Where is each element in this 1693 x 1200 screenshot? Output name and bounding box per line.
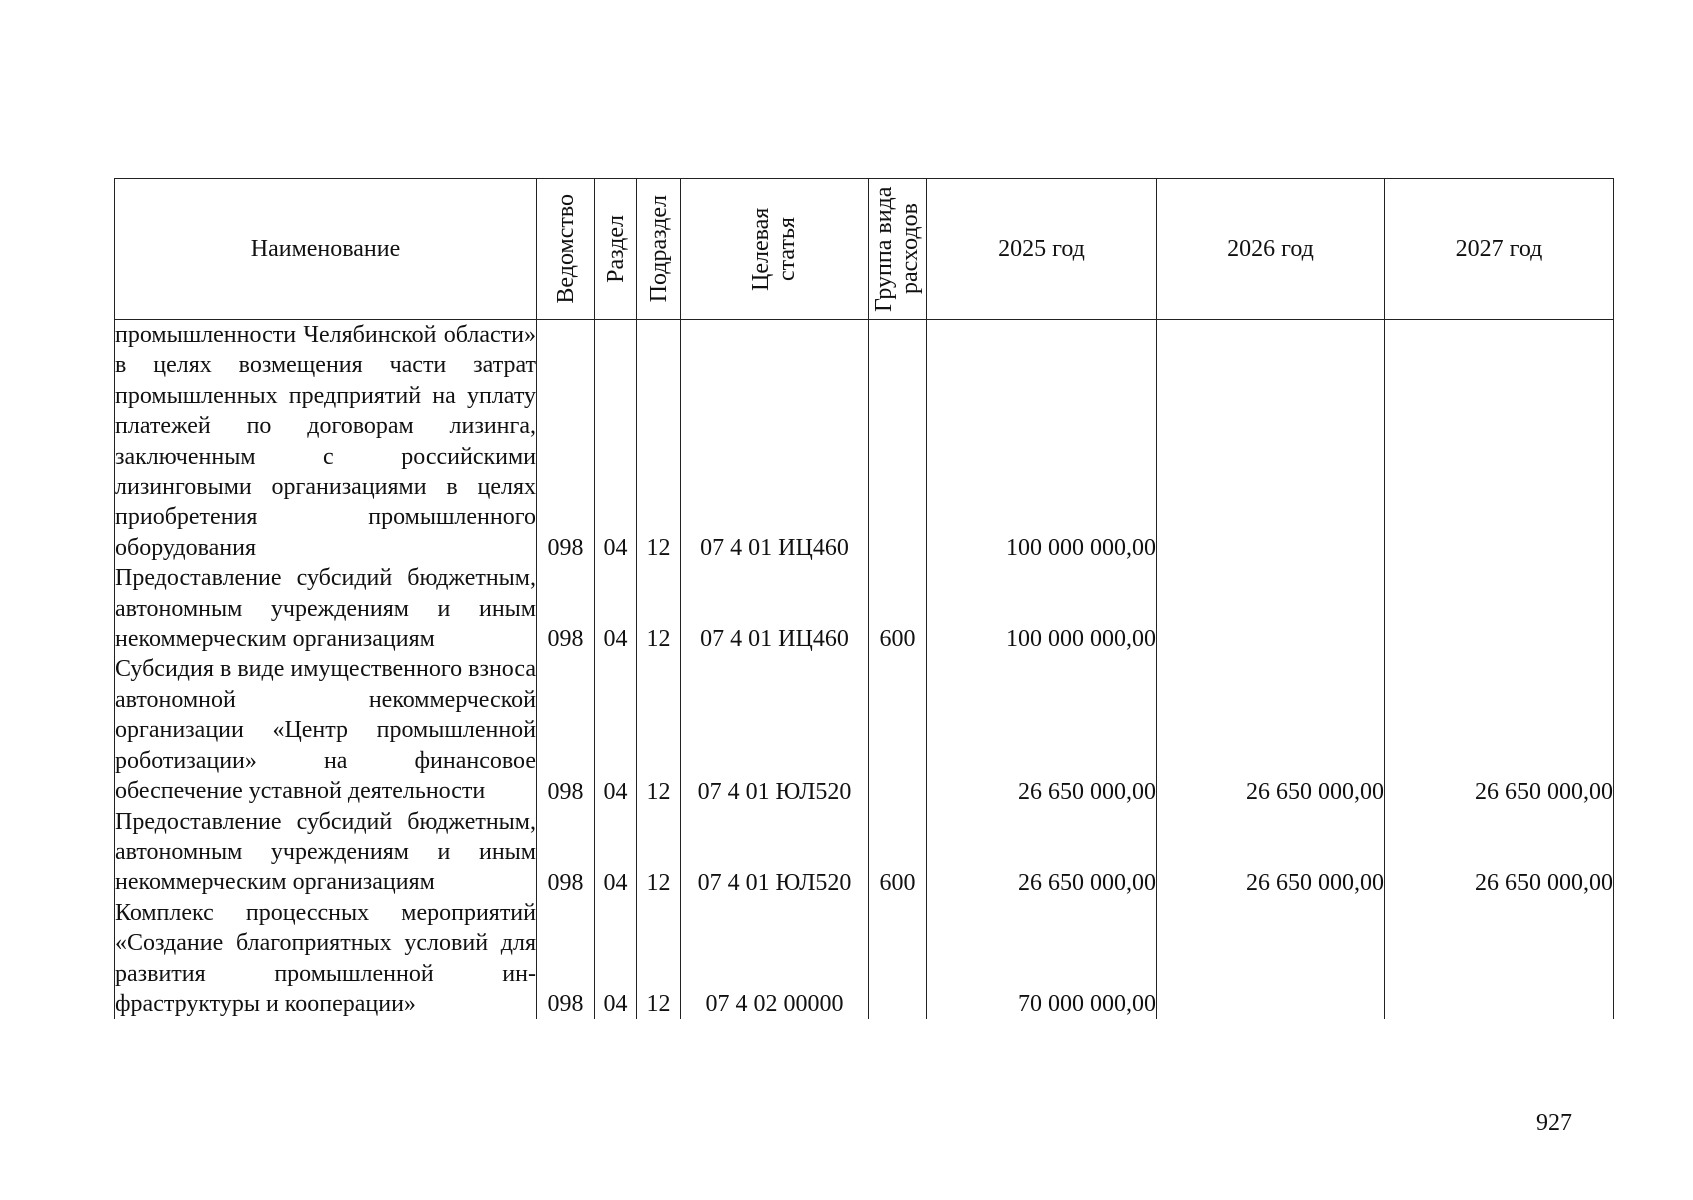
- row-subsection: 12: [637, 654, 681, 806]
- row-amount-2027: [1385, 320, 1614, 564]
- row-section: 04: [595, 898, 637, 1020]
- row-name: промышленности Челябинской области» в целях возмещения части затрат промышленных предприятий на уплату платежей по договорам лизинга, заключенным с российскими лизинговыми организациями в целях приобретения промышленного оборудования: [115, 320, 537, 564]
- row-expense-group: [869, 320, 927, 564]
- header-name: Наименование: [115, 179, 537, 320]
- row-department: 098: [537, 807, 595, 898]
- row-target-article: 07 4 01 ИЦ460: [681, 563, 869, 654]
- row-amount-2026: [1157, 563, 1385, 654]
- header-expense-group: Группа вида расходов: [869, 179, 927, 320]
- row-amount-2026: [1157, 320, 1385, 564]
- row-amount-2025: 26 650 000,00: [927, 807, 1157, 898]
- row-name: Субсидия в виде имущественного взноса автономной некоммерческой организации «Центр промышленной роботизации» на финансовое обеспечение уставной деятельности: [115, 654, 537, 806]
- row-name: Комплекс процессных мероприятий «Создание благоприятных условий для развития промышленной инфраструктуры и кооперации»: [115, 898, 537, 1020]
- table-row: [115, 563, 1614, 654]
- row-expense-group: [869, 654, 927, 806]
- row-subsection: 12: [637, 807, 681, 898]
- table-row: [115, 320, 1614, 564]
- row-department: 098: [537, 563, 595, 654]
- row-amount-2027: [1385, 563, 1614, 654]
- row-section: 04: [595, 807, 637, 898]
- row-department: 098: [537, 654, 595, 806]
- row-amount-2027: [1385, 898, 1614, 1020]
- row-target-article: 07 4 01 ЮЛ520: [681, 654, 869, 806]
- table-row: [115, 654, 1614, 806]
- row-amount-2026: 26 650 000,00: [1157, 807, 1385, 898]
- row-name: Предоставление субсидий бюджетным, автономным учреждениям и иным некоммерческим организациям: [115, 807, 537, 898]
- page-number: 927: [1536, 1110, 1572, 1136]
- row-section: 04: [595, 563, 637, 654]
- row-subsection: 12: [637, 563, 681, 654]
- header-year-2026: 2026 год: [1157, 179, 1385, 320]
- row-amount-2025: 100 000 000,00: [927, 563, 1157, 654]
- row-section: 04: [595, 320, 637, 564]
- row-subsection: 12: [637, 898, 681, 1020]
- row-subsection: 12: [637, 320, 681, 564]
- row-target-article: 07 4 02 00000: [681, 898, 869, 1020]
- table-header-row: [115, 179, 1614, 320]
- header-year-2025: 2025 год: [927, 179, 1157, 320]
- row-department: 098: [537, 898, 595, 1020]
- row-expense-group: 600: [869, 563, 927, 654]
- row-department: 098: [537, 320, 595, 564]
- row-amount-2027: 26 650 000,00: [1385, 654, 1614, 806]
- table-body: [115, 320, 1614, 1020]
- row-amount-2027: 26 650 000,00: [1385, 807, 1614, 898]
- header-subsection: Подраздел: [637, 179, 681, 320]
- row-target-article: 07 4 01 ЮЛ520: [681, 807, 869, 898]
- table-row: [115, 807, 1614, 898]
- row-expense-group: [869, 898, 927, 1020]
- row-amount-2026: 26 650 000,00: [1157, 654, 1385, 806]
- row-amount-2025: 70 000 000,00: [927, 898, 1157, 1020]
- row-amount-2025: 100 000 000,00: [927, 320, 1157, 564]
- table-row: [115, 898, 1614, 1020]
- row-expense-group: 600: [869, 807, 927, 898]
- header-department: Ведомство: [537, 179, 595, 320]
- row-amount-2025: 26 650 000,00: [927, 654, 1157, 806]
- header-target-article: Целевая статья: [681, 179, 869, 320]
- row-name: Предоставление субсидий бюджетным, автономным учреждениям и иным некоммерческим организациям: [115, 563, 537, 654]
- row-section: 04: [595, 654, 637, 806]
- budget-table: [114, 178, 1614, 1019]
- header-year-2027: 2027 год: [1385, 179, 1614, 320]
- row-target-article: 07 4 01 ИЦ460: [681, 320, 869, 564]
- header-section: Раздел: [595, 179, 637, 320]
- row-amount-2026: [1157, 898, 1385, 1020]
